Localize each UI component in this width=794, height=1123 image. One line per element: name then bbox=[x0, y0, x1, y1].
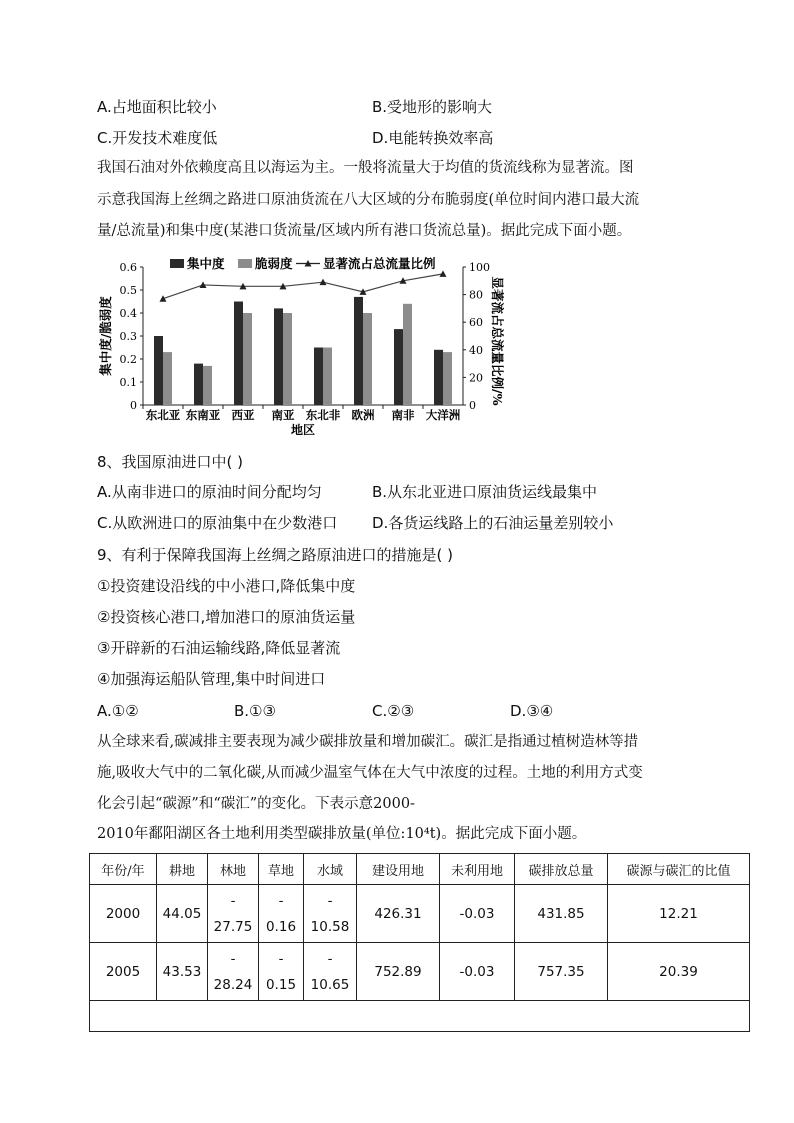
y-tick-label: 0.5 bbox=[119, 284, 137, 297]
bar-vulnerability bbox=[163, 352, 172, 405]
bar-vulnerability bbox=[363, 313, 372, 405]
intro2-line: 施,吸收大气中的二氧化碳,从而减少温室气体在大气中浓度的过程。土地的利用方式变 bbox=[97, 765, 643, 781]
q8-option-a: A.从南非进口的原油时间分配均匀 bbox=[97, 483, 322, 501]
cell-value: 28.24 bbox=[213, 976, 253, 993]
q9-item: ①投资建设沿线的中小港口,降低集中度 bbox=[97, 577, 356, 595]
cell-sign: - bbox=[230, 950, 236, 967]
y2-tick-label: 80 bbox=[469, 288, 483, 302]
legend-label-significant-flow: 显著流占总流量比例 bbox=[323, 256, 436, 271]
bar-vulnerability bbox=[283, 313, 292, 405]
table-header-row bbox=[90, 854, 750, 885]
cell-value: 0.16 bbox=[265, 918, 297, 935]
option-d: D.电能转换效率高 bbox=[372, 129, 494, 147]
cell: 12.21 bbox=[608, 885, 750, 943]
y-tick-label: 0.2 bbox=[119, 353, 137, 366]
cell-value: 0.15 bbox=[265, 976, 297, 993]
q8-option-c: C.从欧洲进口的原油集中在少数港口 bbox=[97, 514, 338, 532]
option-b: B.受地形的影响大 bbox=[372, 98, 493, 116]
y2-tick-label: 0 bbox=[469, 399, 476, 412]
cell bbox=[208, 943, 259, 1001]
cell: 2005 bbox=[90, 943, 157, 1001]
bar-concentration bbox=[354, 297, 363, 405]
bar-concentration bbox=[274, 308, 283, 405]
x-tick-label: 大洋洲 bbox=[425, 408, 461, 422]
carbon-emission-table bbox=[89, 853, 750, 1032]
cell-value: 27.75 bbox=[213, 918, 253, 935]
bar-concentration bbox=[154, 336, 163, 405]
x-axis-label: 地区 bbox=[290, 423, 316, 437]
y2-tick-label: 20 bbox=[469, 371, 483, 385]
table-row bbox=[90, 885, 750, 943]
option-c: C.开发技术难度低 bbox=[97, 129, 218, 147]
cell-value: 10.58 bbox=[310, 918, 350, 935]
table-header: 林地 bbox=[208, 854, 259, 885]
table-header: 建设用地 bbox=[357, 854, 440, 885]
option-a: A.占地面积比较小 bbox=[97, 98, 217, 116]
cell bbox=[259, 885, 304, 943]
q9-item: ②投资核心港口,增加港口的原油货运量 bbox=[97, 608, 356, 626]
legend-label-concentration: 集中度 bbox=[187, 256, 225, 271]
q8-option-d: D.各货运线路上的石油运量差别较小 bbox=[372, 514, 614, 532]
q9-option-c: C.②③ bbox=[372, 702, 415, 720]
bar-vulnerability bbox=[443, 352, 452, 405]
cell bbox=[208, 885, 259, 943]
bar-vulnerability bbox=[403, 304, 412, 405]
y2-tick-label: 60 bbox=[469, 316, 483, 330]
bar-concentration bbox=[394, 329, 403, 405]
legend-swatch-vulnerability bbox=[238, 259, 252, 268]
cell: 431.85 bbox=[515, 885, 608, 943]
legend-label-vulnerability: 脆弱度 bbox=[255, 256, 293, 271]
cell-value: 10.65 bbox=[310, 976, 350, 993]
bar-vulnerability bbox=[323, 348, 332, 406]
q8-option-b: B.从东北亚进口原油货运线最集中 bbox=[372, 483, 598, 501]
cell bbox=[304, 885, 357, 943]
intro2-line: 从全球来看,碳减排主要表现为减少碳排放量和增加碳汇。碳汇是指通过植树造林等措 bbox=[97, 734, 639, 750]
legend-swatch-concentration bbox=[170, 259, 184, 268]
q9-stem: 9、有利于保障我国海上丝绸之路原油进口的措施是( ) bbox=[97, 546, 454, 564]
cell-sign: - bbox=[278, 892, 284, 909]
cell: 752.89 bbox=[357, 943, 440, 1001]
line-marker bbox=[440, 270, 447, 277]
table-row-empty bbox=[90, 1001, 750, 1032]
y-tick-label: 0.4 bbox=[119, 307, 137, 320]
q8-stem: 8、我国原油进口中( ) bbox=[97, 453, 244, 471]
x-tick-label: 南非 bbox=[391, 408, 415, 422]
cell bbox=[304, 943, 357, 1001]
intro-line: 示意我国海上丝绸之路进口原油货流在八大区域的分布脆弱度(单位时间内港口最大流 bbox=[97, 192, 640, 208]
bar-vulnerability bbox=[243, 313, 252, 405]
cell: -0.03 bbox=[440, 943, 515, 1001]
q9-option-b: B.①③ bbox=[234, 702, 276, 720]
bar-concentration bbox=[194, 364, 203, 405]
intro2-line: 化会引起“碳源”和“碳汇”的变化。下表示意2000- bbox=[97, 796, 415, 812]
table-header: 年份/年 bbox=[90, 854, 157, 885]
bar-concentration bbox=[314, 348, 323, 406]
q9-option-d: D.③④ bbox=[510, 702, 554, 720]
table-header: 碳源与碳汇的比值 bbox=[608, 854, 750, 885]
y-tick-label: 0.1 bbox=[119, 376, 137, 389]
table-row bbox=[90, 943, 750, 1001]
table-header: 水域 bbox=[304, 854, 357, 885]
table-header: 耕地 bbox=[157, 854, 208, 885]
cell: 44.05 bbox=[157, 885, 208, 943]
y-tick-label: 0 bbox=[130, 399, 137, 412]
cell-sign: - bbox=[278, 950, 284, 967]
y-tick-label: 0.3 bbox=[119, 330, 137, 343]
x-tick-label: 西亚 bbox=[231, 408, 255, 422]
x-tick-label: 东南亚 bbox=[185, 408, 221, 422]
cell-sign: - bbox=[327, 892, 333, 909]
x-tick-label: 欧洲 bbox=[351, 408, 375, 422]
cell: 20.39 bbox=[608, 943, 750, 1001]
q9-item: ④加强海运船队管理,集中时间进口 bbox=[97, 670, 326, 688]
q9-option-a: A.①② bbox=[97, 702, 139, 720]
cell bbox=[259, 943, 304, 1001]
table-header: 草地 bbox=[259, 854, 304, 885]
y2-tick-label: 100 bbox=[469, 261, 490, 274]
empty-row bbox=[90, 1001, 750, 1032]
x-tick-label: 南亚 bbox=[271, 408, 295, 422]
cell: 43.53 bbox=[157, 943, 208, 1001]
y2-tick-label: 40 bbox=[469, 343, 483, 357]
cell-sign: - bbox=[327, 950, 333, 967]
cell: 426.31 bbox=[357, 885, 440, 943]
bar-line-chart bbox=[98, 255, 518, 440]
y-axis-label: 集中度/脆弱度 bbox=[98, 296, 113, 376]
bar-concentration bbox=[434, 350, 443, 405]
q9-item: ③开辟新的石油运输线路,降低显著流 bbox=[97, 639, 341, 657]
intro-line: 量/总流量)和集中度(某港口货流量/区域内所有港口货流总量)。据此完成下面小题。 bbox=[97, 223, 632, 239]
cell: -0.03 bbox=[440, 885, 515, 943]
bar-concentration bbox=[234, 302, 243, 406]
x-tick-label: 东北非 bbox=[305, 408, 341, 422]
table-header: 未利用地 bbox=[440, 854, 515, 885]
table-header: 碳排放总量 bbox=[515, 854, 608, 885]
cell-sign: - bbox=[230, 892, 236, 909]
y2-axis-label: 显著流占总流量比例/% bbox=[490, 276, 505, 406]
bar-vulnerability bbox=[203, 366, 212, 405]
cell: 757.35 bbox=[515, 943, 608, 1001]
cell: 2000 bbox=[90, 885, 157, 943]
x-tick-label: 东北亚 bbox=[145, 408, 181, 422]
intro-line: 我国石油对外依赖度高且以海运为主。一般将流量大于均值的货流线称为显著流。图 bbox=[97, 160, 634, 176]
intro2-line: 2010年鄱阳湖区各土地利用类型碳排放量(单位:10⁴t)。据此完成下面小题。 bbox=[97, 826, 587, 842]
y-tick-label: 0.6 bbox=[119, 261, 137, 274]
